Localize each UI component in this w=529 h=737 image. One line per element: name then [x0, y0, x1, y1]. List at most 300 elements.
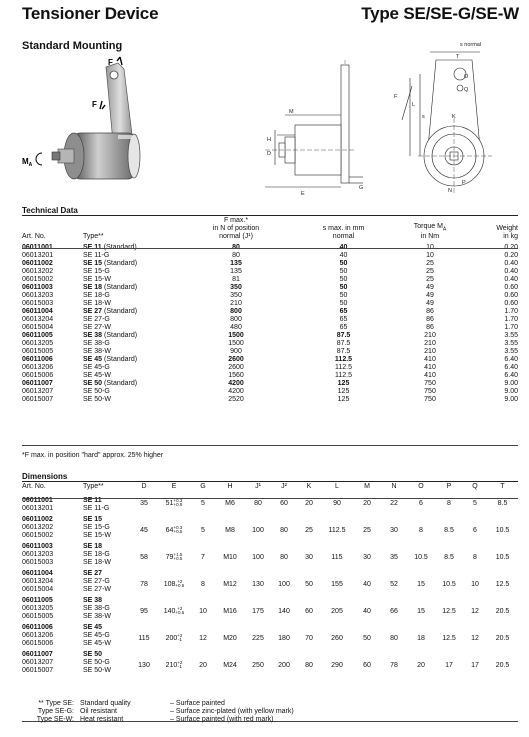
- art-no-cell: 06011003 06013203 06015003: [22, 543, 54, 566]
- dim-cell-j2: 100: [278, 580, 290, 588]
- dim-cell-d: 58: [140, 553, 148, 561]
- table-row: [22, 316, 518, 324]
- art-no-cell: 06011001 06013201: [22, 497, 54, 512]
- dim-cell-q: 10: [471, 580, 479, 588]
- table-row: [22, 621, 518, 648]
- dim-cell-k: 20: [305, 499, 313, 507]
- dim-label-q: Q: [464, 87, 469, 93]
- dim-col-header: Art. No.: [22, 483, 46, 490]
- dim-cell-n: 35: [390, 553, 398, 561]
- dim-col-header: G: [200, 483, 206, 490]
- dim-cell-o: 10.5: [414, 553, 428, 561]
- dim-cell-j1: 130: [252, 580, 264, 588]
- dim-cell-o: 15: [417, 580, 425, 588]
- weight-cell: 0.60: [504, 284, 518, 291]
- dim-cell-k: 70: [305, 634, 313, 642]
- smax-cell: 65: [339, 316, 348, 323]
- type-cell: SE 11 (Standard): [83, 244, 137, 251]
- art-no-cell: 06013202: [22, 268, 54, 275]
- type-cell: SE 18-W: [83, 300, 112, 307]
- dim-col-header: Q: [472, 483, 478, 490]
- art-no-cell: 06011003: [22, 284, 53, 291]
- dim-cell-j1: 100: [252, 526, 264, 534]
- header-rule: [22, 248, 518, 249]
- smax-cell: 40: [339, 244, 348, 251]
- table-row: [22, 513, 518, 540]
- dim-cell-l: 112.5: [328, 526, 346, 534]
- smax-cell: 125: [337, 388, 350, 395]
- type-cell: SE 38-W: [83, 348, 112, 355]
- dim-header-rule: [22, 498, 518, 499]
- torque-cell: 750: [424, 388, 436, 395]
- torque-cell: 49: [426, 300, 434, 307]
- side-view-drawing: [255, 55, 380, 200]
- technical-footnote: *F max. in position "hard" approx. 25% higher: [22, 452, 164, 459]
- table-row: [22, 260, 518, 268]
- dim-cell-g: 12: [199, 634, 207, 642]
- fmax-cell: 350: [230, 292, 242, 299]
- type-cell: SE 18 SE 18-G SE 18-W: [83, 543, 112, 566]
- table-row: [22, 648, 518, 675]
- dim-cell-m: 40: [363, 607, 371, 615]
- dim-col-header: E: [171, 483, 177, 490]
- dim-col-header: M: [364, 483, 370, 490]
- dimensions-title: Dimensions: [22, 472, 68, 481]
- dim-cell-d: 95: [140, 607, 148, 615]
- technical-data-table: [22, 217, 518, 404]
- dim-label-p: P: [462, 180, 466, 186]
- dim-cell-e: 200 +2 -1: [165, 633, 183, 643]
- type-cell: SE 50 (Standard): [83, 380, 138, 387]
- fmax-cell: 210: [230, 300, 242, 307]
- fmax-cell: 80: [232, 244, 240, 251]
- weight-cell: 0.40: [504, 260, 518, 267]
- torque-cell: 25: [426, 268, 434, 275]
- dim-cell-j2: 80: [280, 553, 288, 561]
- dim-cell-q: 12: [471, 607, 479, 615]
- dim-cell-k: 30: [305, 553, 313, 561]
- art-no-cell: 06011007 06013207 06015007: [22, 651, 54, 674]
- weight-cell: 0.60: [504, 292, 518, 299]
- dim-cell-e: 64 +0.3 +0.5: [165, 525, 183, 535]
- dim-col-header: N: [391, 483, 397, 490]
- dim-cell-t: 20.5: [495, 607, 510, 615]
- dim-col-header: K: [306, 483, 312, 490]
- art-no-cell: 06015005: [22, 348, 54, 355]
- force-label-2: F: [92, 100, 97, 109]
- type-title: Type SE/SE-G/SE-W: [361, 4, 519, 23]
- art-no-cell: 06011004 06013204 06015004: [22, 570, 54, 593]
- table-row: [22, 292, 518, 300]
- dim-cell-j2: 80: [280, 526, 288, 534]
- dim-label-o: O: [464, 74, 469, 80]
- type-cell: SE 15 (Standard): [83, 260, 138, 267]
- dimensions-table: [22, 483, 518, 675]
- dim-cell-h: M12: [223, 580, 237, 588]
- type-cell: SE 18-G: [83, 292, 110, 299]
- dim-cell-d: 35: [140, 499, 148, 507]
- dim-label-f: F: [394, 94, 398, 100]
- art-no-cell: 06015002: [22, 276, 54, 283]
- art-no-cell: 06011005: [22, 332, 53, 339]
- fmax-cell: 350: [230, 284, 242, 291]
- dim-cell-h: M6: [225, 499, 235, 507]
- dim-cell-m: 60: [363, 661, 371, 669]
- type-cell: SE 11 SE 11-G: [83, 497, 110, 512]
- type-cell: SE 11-G: [83, 252, 110, 259]
- dim-cell-m: 25: [363, 526, 371, 534]
- table-row: [22, 356, 518, 364]
- dim-col-header: Type**: [83, 483, 104, 490]
- dim-cell-k: 25: [305, 526, 313, 534]
- dim-label-d: D: [267, 151, 271, 157]
- type-cell: SE 38-G: [83, 340, 110, 347]
- dim-cell-j1: 250: [252, 661, 264, 669]
- dim-cell-t: 20.5: [495, 661, 510, 669]
- dim-label-n: N: [448, 188, 452, 194]
- smax-cell: 50: [339, 268, 348, 275]
- weight-cell: 6.40: [504, 356, 518, 363]
- dim-label-m: M: [289, 109, 294, 115]
- dim-cell-n: 80: [390, 634, 398, 642]
- table-row: [22, 324, 518, 332]
- dim-cell-k: 50: [305, 580, 313, 588]
- fmax-cell: 2600: [228, 356, 244, 363]
- fmax-cell: 4200: [228, 380, 244, 387]
- force-label-1: F: [108, 58, 113, 67]
- weight-cell: 3.55: [504, 348, 518, 355]
- type-cell: SE 45-W: [83, 372, 112, 379]
- table-row: [22, 540, 518, 567]
- art-no-cell: 06013204: [22, 316, 54, 323]
- torque-cell: 750: [424, 380, 436, 387]
- dim-cell-h: M16: [223, 607, 237, 615]
- dim-cell-l: 290: [331, 661, 343, 669]
- dim-cell-j1: 80: [254, 499, 262, 507]
- arm-hole-shape: [110, 71, 118, 79]
- art-no-cell: 06013203: [22, 292, 54, 299]
- fmax-cell: 1500: [228, 332, 244, 339]
- table-row: [22, 268, 518, 276]
- smax-cell: 50: [339, 284, 348, 291]
- type-cell: SE 50-G: [83, 388, 110, 395]
- type-cell: SE 15-W: [83, 276, 112, 283]
- dim-cell-l: 205: [331, 607, 343, 615]
- smax-cell: 112.5: [334, 356, 353, 363]
- dim-cell-d: 78: [140, 580, 148, 588]
- dim-label-e: E: [301, 191, 305, 197]
- dim-cell-d: 115: [138, 634, 150, 642]
- col-header-type: Type**: [83, 233, 104, 240]
- dim-cell-g: 8: [201, 580, 205, 588]
- type-cell: SE 45 SE 45-G SE 45-W: [83, 624, 112, 647]
- art-no-cell: 06011005 06013205 06015005: [22, 597, 54, 620]
- weight-cell: 0.20: [504, 252, 518, 259]
- fmax-cell: 800: [230, 308, 242, 315]
- torque-cell: 25: [426, 276, 434, 283]
- torque-cell: 25: [426, 260, 434, 267]
- col-header-smax: s max. in mm normal: [322, 225, 365, 240]
- weight-cell: 3.55: [504, 340, 518, 347]
- fmax-cell: 4200: [228, 388, 244, 395]
- fmax-cell: 1500: [228, 340, 244, 347]
- dim-cell-l: 155: [331, 580, 343, 588]
- smax-cell: 50: [339, 260, 348, 267]
- dim-cell-h: M10: [223, 553, 237, 561]
- weight-cell: 0.40: [504, 276, 518, 283]
- smax-cell: 50: [339, 276, 348, 283]
- torque-cell: 750: [424, 396, 436, 403]
- dim-cell-e: 210 +2 -1: [165, 660, 183, 670]
- table-row: [22, 494, 518, 513]
- dim-cell-o: 15: [417, 607, 425, 615]
- dim-label-t: T: [456, 54, 460, 60]
- art-no-cell: 06011007: [22, 380, 53, 387]
- weight-cell: 6.40: [504, 372, 518, 379]
- dim-cell-n: 52: [390, 580, 398, 588]
- dim-cell-o: 20: [417, 661, 425, 669]
- dim-cell-e: 108 +2 +0.5: [163, 579, 185, 589]
- art-no-cell: 06015007: [22, 396, 54, 403]
- type-cell: SE 27-W: [83, 324, 112, 331]
- dim-cell-o: 18: [417, 634, 425, 642]
- table-row: [22, 276, 518, 284]
- dim-cell-o: 6: [419, 499, 423, 507]
- torque-label: $M_A$: [22, 157, 33, 168]
- smax-cell: 50: [339, 292, 348, 299]
- legend-row: ** Type SE: Standard quality – Surface painted: [38, 700, 225, 707]
- smax-cell: 125: [337, 380, 350, 387]
- dim-cell-j2: 200: [278, 661, 290, 669]
- fmax-cell: 2600: [228, 364, 244, 371]
- dim-cell-p: 8: [447, 499, 451, 507]
- legend-row: Type SE-G: Oil resistant – Surface zinc-plated (with yellow mark): [37, 708, 294, 715]
- type-cell: SE 38 SE 38-G SE 38-W: [83, 597, 112, 620]
- dim-cell-p: 12.5: [442, 607, 456, 615]
- weight-cell: 1.70: [504, 308, 518, 315]
- dim-cell-t: 12.5: [495, 580, 510, 588]
- dim-cell-j1: 100: [252, 553, 264, 561]
- smax-cell: 65: [339, 308, 348, 315]
- weight-cell: 0.20: [504, 244, 518, 251]
- dim-cell-q: 6: [473, 526, 477, 534]
- torque-cell: 10: [426, 252, 434, 259]
- dim-col-header: J²: [281, 483, 287, 490]
- col-header-fmax: F max.* in N of position normal (J¹): [212, 217, 260, 240]
- dim-cell-p: 12.5: [442, 634, 456, 642]
- weight-cell: 9.00: [504, 388, 518, 395]
- art-no-cell: 06011001: [22, 244, 53, 251]
- dim-col-header: P: [446, 483, 452, 490]
- torque-cell: 410: [424, 364, 436, 371]
- dim-label-s: s: [422, 114, 425, 120]
- dim-cell-h: M24: [223, 661, 237, 669]
- torque-cell: 410: [424, 372, 436, 379]
- torque-cell: 210: [424, 332, 436, 339]
- type-cell: SE 27 (Standard): [83, 308, 138, 315]
- smax-cell: 87.5: [336, 348, 351, 355]
- dim-col-header: O: [418, 483, 424, 490]
- dim-cell-l: 260: [331, 634, 343, 642]
- type-cell: SE 38 (Standard): [83, 332, 138, 339]
- torque-cell: 410: [424, 356, 436, 363]
- fmax-cell: 81: [232, 276, 240, 283]
- dim-cell-q: 12: [471, 634, 479, 642]
- smax-cell: 87.5: [336, 332, 351, 339]
- weight-cell: 6.40: [504, 364, 518, 371]
- dim-cell-d: 130: [138, 661, 150, 669]
- art-no-cell: 06011006: [22, 356, 53, 363]
- art-no-cell: 06013207: [22, 388, 54, 395]
- fmax-cell: 80: [232, 252, 240, 259]
- section-rule: [22, 215, 518, 216]
- dim-col-header: J¹: [255, 483, 261, 490]
- type-legend: [22, 700, 322, 724]
- smax-cell: 125: [337, 396, 350, 403]
- smax-cell: 87.5: [336, 340, 351, 347]
- dim-cell-n: 78: [390, 661, 398, 669]
- dim-cell-q: 17: [471, 661, 479, 669]
- dim-cell-o: 8: [419, 526, 423, 534]
- section-rule-2: [22, 481, 518, 482]
- dim-label-k: K: [452, 114, 456, 120]
- dim-cell-n: 66: [390, 607, 398, 615]
- dim-label-snormal: s normal: [460, 42, 482, 48]
- fmax-cell: 480: [230, 324, 242, 331]
- table-row: [22, 396, 518, 404]
- art-no-cell: 06013201: [22, 252, 54, 259]
- weight-cell: 1.70: [504, 324, 518, 331]
- table-row: [22, 332, 518, 340]
- weight-cell: 0.60: [504, 300, 518, 307]
- torque-cell: 10: [426, 244, 434, 251]
- dim-cell-t: 20.5: [495, 634, 510, 642]
- force-arrow-icon-2: [100, 101, 105, 109]
- art-no-cell: 06011002 06013202 06015002: [22, 516, 54, 539]
- technical-data-title: Technical Data: [22, 206, 78, 215]
- torque-cell: 86: [426, 308, 434, 315]
- table-row: [22, 348, 518, 356]
- dim-cell-t: 8.5: [497, 499, 508, 507]
- smax-cell: 112.5: [335, 364, 352, 371]
- col-header-art: Art. No.: [22, 233, 46, 240]
- dim-cell-p: 17: [445, 661, 453, 669]
- weight-cell: 0.40: [504, 268, 518, 275]
- dim-col-header: D: [141, 483, 147, 490]
- type-cell: SE 27 SE 27-G SE 27-W: [83, 570, 112, 593]
- dim-cell-l: 90: [333, 499, 341, 507]
- smax-cell: 65: [339, 324, 348, 331]
- table-row: [22, 252, 518, 260]
- fmax-cell: 135: [230, 268, 242, 275]
- type-cell: SE 15-G: [83, 268, 110, 275]
- dim-cell-g: 10: [199, 607, 207, 615]
- dim-cell-h: M20: [223, 634, 237, 642]
- dim-cell-p: 8.5: [444, 526, 454, 534]
- dim-cell-t: 10.5: [495, 526, 510, 534]
- art-no-cell: 06015003: [22, 300, 54, 307]
- dim-cell-m: 40: [363, 580, 371, 588]
- dim-cell-j2: 140: [278, 607, 290, 615]
- table-row: [22, 340, 518, 348]
- table-row: [22, 388, 518, 396]
- dim-label-g: G: [359, 185, 364, 191]
- dim-cell-j1: 225: [252, 634, 264, 642]
- dim-cell-g: 20: [199, 661, 207, 669]
- art-no-cell: 06015004: [22, 324, 54, 331]
- type-cell: SE 45 (Standard): [83, 356, 138, 363]
- dim-cell-e: 140 +2 +0.5: [163, 606, 185, 616]
- weight-cell: 3.55: [504, 332, 518, 339]
- dim-col-header: H: [227, 483, 233, 490]
- legend-row: Type SE-W: Heat resistant – Surface painted (with red mark): [36, 716, 274, 723]
- dim-cell-k: 60: [305, 607, 313, 615]
- dim-cell-j2: 180: [278, 634, 290, 642]
- art-no-cell: 06011002: [22, 260, 53, 267]
- torque-cell: 210: [424, 348, 436, 355]
- dim-cell-l: 115: [331, 553, 343, 561]
- dim-cell-p: 10.5: [442, 580, 456, 588]
- type-cell: SE 27-G: [83, 316, 110, 323]
- dim-cell-j2: 60: [280, 499, 288, 507]
- art-no-cell: 06011004: [22, 308, 53, 315]
- fmax-cell: 1560: [228, 372, 244, 379]
- dim-cell-q: 5: [473, 499, 477, 507]
- torque-cell: 49: [426, 292, 434, 299]
- smax-cell: 112.5: [335, 372, 352, 379]
- type-cell: SE 45-G: [83, 364, 110, 371]
- smax-cell: 50: [339, 300, 348, 307]
- table-row: [22, 364, 518, 372]
- col-header-weight: Weight in kg: [496, 225, 518, 240]
- smax-cell: 40: [339, 252, 348, 259]
- fmax-cell: 900: [230, 348, 242, 355]
- dim-cell-m: 30: [363, 553, 371, 561]
- torque-cell: 210: [424, 340, 436, 347]
- dim-cell-k: 80: [305, 661, 313, 669]
- torque-cell: 86: [426, 324, 434, 331]
- weight-cell: 9.00: [504, 380, 518, 387]
- dim-cell-d: 45: [140, 526, 148, 534]
- dim-cell-g: 5: [201, 526, 205, 534]
- dim-cell-g: 5: [201, 499, 205, 507]
- dim-cell-j1: 175: [252, 607, 264, 615]
- torque-cell: 49: [426, 284, 434, 291]
- front-view-drawing: [390, 38, 520, 198]
- dim-label-l: L: [412, 102, 416, 108]
- dim-cell-m: 20: [363, 499, 371, 507]
- col-header-torque: Torque $M_A$ in Nm: [413, 222, 447, 240]
- dim-cell-e: 79 +1.5 +0.5: [165, 552, 183, 562]
- page-subtitle: Standard Mounting: [22, 40, 123, 52]
- type-cell: SE 15 SE 15-G SE 15-W: [83, 516, 112, 539]
- dim-cell-q: 8: [473, 553, 477, 561]
- table-row: [22, 300, 518, 308]
- dim-cell-m: 50: [363, 634, 371, 642]
- dim-cell-p: 8.5: [444, 553, 454, 561]
- table-row: [22, 380, 518, 388]
- dim-cell-h: M8: [225, 526, 235, 534]
- art-no-cell: 06013205: [22, 340, 54, 347]
- torque-arrow-icon: [36, 153, 42, 165]
- dim-col-header: L: [335, 483, 339, 490]
- dim-cell-t: 10.5: [495, 553, 510, 561]
- dim-col-header: T: [500, 483, 505, 490]
- dim-cell-e: 51 +0.3 +0.5: [165, 498, 183, 508]
- type-cell: SE 18 (Standard): [83, 284, 138, 291]
- table-row: [22, 308, 518, 316]
- type-cell: SE 50 SE 50-G SE 50-W: [83, 651, 112, 674]
